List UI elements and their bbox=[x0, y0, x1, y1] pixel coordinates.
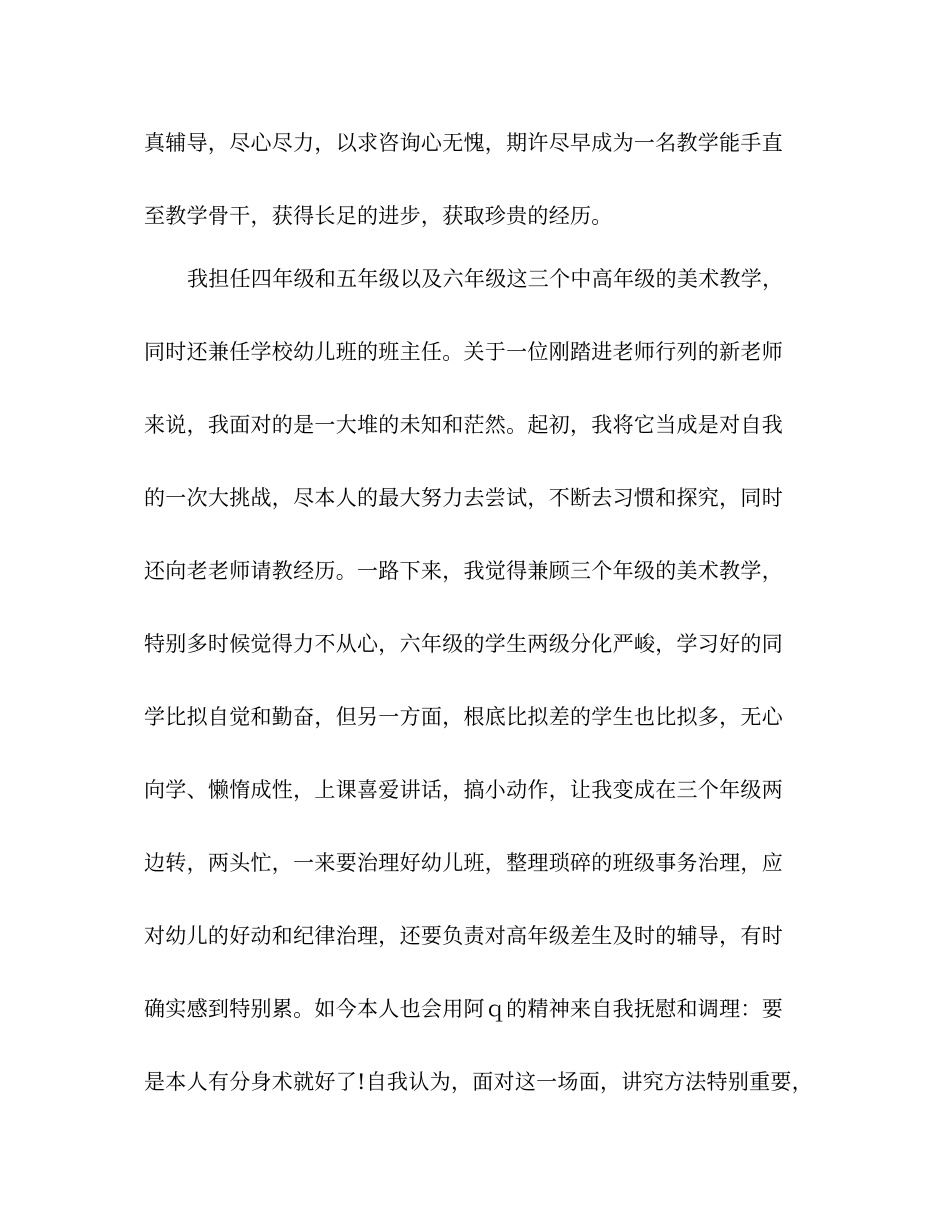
text-line: 真辅导，尽心尽力，以求咨询心无愧，期许尽早成为一名教学能手直 bbox=[144, 131, 783, 155]
text-line: 至教学骨干，获得长足的进步，获取珍贵的经历。 bbox=[144, 204, 613, 228]
text-line: 特别多时候觉得力不从心，六年级的学生两级分化严峻，学习好的同 bbox=[144, 632, 783, 656]
text-line: 来说，我面对的是一大堆的未知和茫然。起初，我将它当成是对自我 bbox=[144, 413, 783, 437]
text-line: 还向老老师请教经历。一路下来，我觉得兼顾三个年级的美术教学， bbox=[144, 559, 783, 583]
text-line: 向学、懒惰成性，上课喜爱讲话，搞小动作，让我变成在三个年级两 bbox=[144, 778, 783, 802]
text-line: 边转，两头忙，一来要治理好幼儿班，整理琐碎的班级事务治理，应 bbox=[144, 851, 783, 875]
paragraph-first-line: 我担任四年级和五年级以及六年级这三个中高年级的美术教学， bbox=[187, 267, 784, 291]
text-line: 学比拟自觉和勤奋，但另一方面，根底比拟差的学生也比拟多，无心 bbox=[144, 705, 783, 729]
text-line: 同时还兼任学校幼儿班的班主任。关于一位刚踏进老师行列的新老师 bbox=[144, 340, 783, 364]
text-line: 确实感到特别累。如今本人也会用阿ｑ的精神来自我抚慰和调理：要 bbox=[144, 997, 783, 1021]
text-line: 对幼儿的好动和纪律治理，还要负责对高年级差生及时的辅导，有时 bbox=[144, 924, 783, 948]
text-line: 的一次大挑战，尽本人的最大努力去尝试，不断去习惯和探究，同时 bbox=[144, 486, 783, 510]
text-line: 是本人有分身术就好了!自我认为，面对这一场面，讲究方法特别重要， bbox=[144, 1070, 814, 1094]
